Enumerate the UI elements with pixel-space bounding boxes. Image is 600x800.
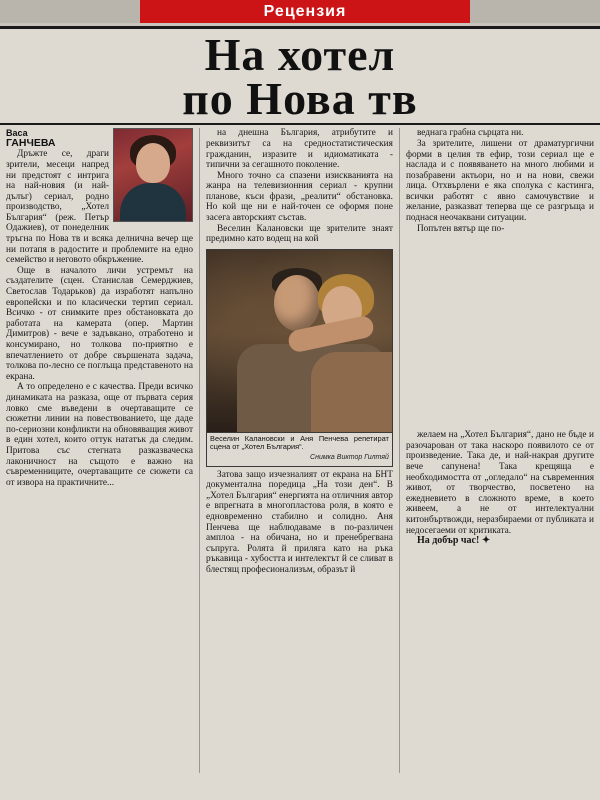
banner-left-bar: [0, 0, 140, 23]
paragraph: на днешна България, атрибутите и реквизитът са на средностатистическия гражданин, изразите и идиоматиката - типични за сегашното поколение.: [206, 128, 393, 171]
byline-last-name: ГАНЧЕВА: [6, 137, 56, 150]
headline-line-1: На хотел: [204, 29, 396, 80]
column-3-photo-gutter: [406, 234, 594, 430]
column-1: [6, 128, 200, 773]
photo-man-head: [274, 275, 320, 331]
author-portrait: [113, 128, 193, 222]
section-label: Рецензия: [263, 3, 347, 20]
article-photo-block: [206, 249, 393, 467]
section-label-box: [140, 0, 470, 23]
portrait-face: [136, 143, 170, 183]
headline-line-2: по Нова тв: [182, 73, 418, 125]
paragraph: А то определено е с качества. Преди всичко динамиката на разказа, още от първата серия ловко сме въведени в очертаващите се сюжетни линии на повествованието, ще даде по-сериозни конфликти на обновяващия живот в един хотел, които оттук нататък да следим. Притова със стегната разказваческа лаконичност на същото е важно на съвременниците, очертаващите се сюжети са от извора на практичните...: [6, 382, 194, 488]
page-title: [0, 29, 600, 125]
paragraph: веднага грабна сърцата ни.: [416, 128, 524, 139]
paragraph: Още в началото личи устремът на създателите (сцен. Станислав Семерджиев, Светослав Тодарьков) да изработят напълно европейски и по класически тертип сериал. Всичко - от снимките през обстановката до работата на камерата (опер. Мартин Димитров) - вече е задъвкано, отработено и консумирано, но толкова по-приятно е впечатлението от добре свършената задача, толкова по-лесно се поглъща представеното на екрана.: [6, 265, 194, 382]
paragraph: желаем на „Хотел България“, дано не бъде и разочарован от така наскоро появилото се от произведение. Така де, и най-накрая другите вече сапунена! Така крещяща е необходимостта от „огледало“ на съвременния живот, от творчество, посветено на ежедневието в сложното време, в което живеем, а не от интелектуални китонбъртвожди, неразбираеми от публиката и недосегаеми от критиката.: [405, 430, 594, 536]
paragraph: Затова защо изчезналият от екрана на БНТ документална поредица „На този ден“. В „Хотел България“ енергията на отличния автор е впрегната в многопластова роля, в която е едновременно стабилно и солидно. Аня Пенчева ще наблюдаваме в по-различен амплоа - на обичана, но и пренебрегвана съпруга. Ролята й приляга като на ръка ръкавица - хубостта и интелектът й се сливат в блестящ професионализъм, образът й: [206, 469, 393, 575]
closing-line: На добър час! ✦: [416, 535, 491, 547]
photo-caption: Веселин Калановски и Аня Пенчева репетират сцена от „Хотел България“.: [207, 432, 392, 453]
photo-credit: Снимка Виктор Гилтяй: [207, 453, 392, 466]
paragraph: Попътен вятър ще по-: [416, 223, 505, 234]
paragraph: За зрителите, лишени от драматургични форми в целия тв ефир, този сериал ще е наслада и с появяването на много любими и позабравени актьори, но и на нови, свежи лица. Отхвърлени е яка сполука с кастинга, всички работят с явно самочувствие и желание, разказват теперва ще се разгръща и поднася неочаквани ситуации.: [405, 138, 594, 224]
paragraph: Веселин Калановски ще зрителите знаят предимно като водещ на кой: [206, 223, 393, 245]
article-photo: [207, 250, 392, 432]
photo-woman-body: [311, 352, 392, 432]
paragraph: Дръжте се, драги зрители, месеци напред ни предстоят с интрига на най-новия (и най-дълъг) сериал, родно производство, „Хотел България“ (реж. Петър Одажиев), от понеделник тръгна по Нова тв и всяка делнична вечер ще ни потапя в радостите и проблемите на едно семейство и неговото обкръжение.: [6, 149, 194, 266]
section-banner: [0, 0, 600, 29]
column-3: [400, 128, 594, 773]
portrait-body: [120, 183, 186, 222]
article-columns: [0, 128, 600, 773]
paragraph: Много точно са спазени изискванията на жанра на телевизионния сериал - крупни планове, къси фрази, „реалити“ обстановка. Но кой ще ни е най-точен се оформя поне засега авторският състав.: [206, 170, 393, 224]
column-2: [200, 128, 400, 773]
byline-first-name: Васа: [6, 128, 28, 139]
banner-right-bar: [470, 0, 600, 23]
